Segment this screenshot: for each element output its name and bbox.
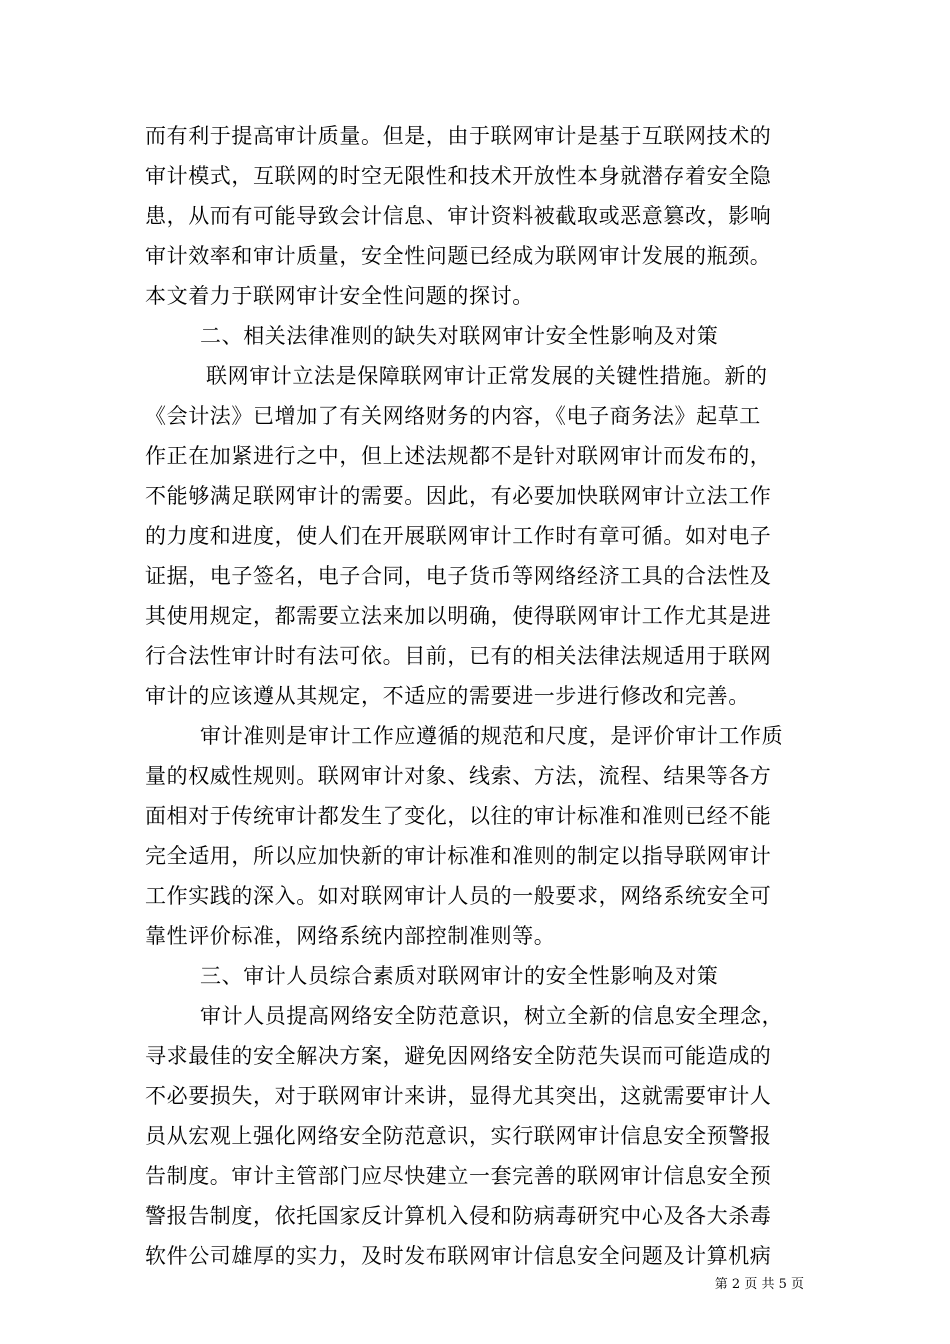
body-text <box>145 116 805 1276</box>
text-line: 《会计法》已增加了有关网络财务的内容，《电子商务法》起草工 <box>145 404 761 428</box>
text-line: 警报告制度，依托国家反计算机入侵和防病毒研究中心及各大杀毒 <box>145 1204 772 1228</box>
text-line: 不能够满足联网审计的需要。因此，有必要加快联网审计立法工作 <box>145 484 772 508</box>
text-line: 行合法性审计时有法可依。目前，已有的相关法律法规适用于联网 <box>145 644 772 668</box>
text-line: 证据，电子签名，电子合同，电子货币等网络经济工具的合法性及 <box>145 564 772 588</box>
text-line: 其使用规定，都需要立法来加以明确，使得联网审计工作尤其是进 <box>145 604 772 628</box>
text-line: 员从宏观上强化网络安全防范意识，实行联网审计信息安全预警报 <box>145 1124 772 1148</box>
section-heading: 三、审计人员综合素质对联网审计的安全性影响及对策 <box>200 964 719 988</box>
text-line: 完全适用，所以应加快新的审计标准和准则的制定以指导联网审计 <box>145 844 772 868</box>
text-line: 审计效率和审计质量，安全性问题已经成为联网审计发展的瓶颈。 <box>145 244 772 268</box>
text-line: 的力度和进度，使人们在开展联网审计工作时有章可循。如对电子 <box>145 524 772 548</box>
section-heading: 二、相关法律准则的缺失对联网审计安全性影响及对策 <box>200 324 719 348</box>
text-line: 量的权威性规则。联网审计对象、线索、方法，流程、结果等各方 <box>145 764 772 788</box>
text-line: 审计的应该遵从其规定，不适应的需要进一步进行修改和完善。 <box>145 684 750 708</box>
text-line: 面相对于传统审计都发生了变化，以往的审计标准和准则已经不能 <box>145 804 772 828</box>
text-line: 而有利于提高审计质量。但是，由于联网审计是基于互联网技术的 <box>145 124 772 148</box>
text-line: 审计模式，互联网的时空无限性和技术开放性本身就潜存着安全隐 <box>145 164 772 188</box>
text-line: 寻求最佳的安全解决方案，避免因网络安全防范失误而可能造成的 <box>145 1044 772 1068</box>
text-line: 告制度。审计主管部门应尽快建立一套完善的联网审计信息安全预 <box>145 1164 772 1188</box>
text-line: 联网审计立法是保障联网审计正常发展的关键性措施。新的 <box>206 364 768 388</box>
text-line: 软件公司雄厚的实力，及时发布联网审计信息安全问题及计算机病 <box>145 1244 772 1268</box>
text-line: 工作实践的深入。如对联网审计人员的一般要求，网络系统安全可 <box>145 884 772 908</box>
text-line: 作正在加紧进行之中，但上述法规都不是针对联网审计而发布的， <box>145 444 772 468</box>
text-line: 靠性评价标准，网络系统内部控制准则等。 <box>145 924 556 948</box>
text-line: 患，从而有可能导致会计信息、审计资料被截取或恶意篡改，影响 <box>145 204 772 228</box>
text-line: 审计准则是审计工作应遵循的规范和尺度，是评价审计工作质 <box>200 724 784 748</box>
page-number: 第 2 页 共 5 页 <box>714 1277 804 1292</box>
text-line: 审计人员提高网络安全防范意识，树立全新的信息安全理念， <box>200 1004 784 1028</box>
text-line: 不必要损失，对于联网审计来讲，显得尤其突出，这就需要审计人 <box>145 1084 772 1108</box>
text-line: 本文着力于联网审计安全性问题的探讨。 <box>145 284 534 308</box>
